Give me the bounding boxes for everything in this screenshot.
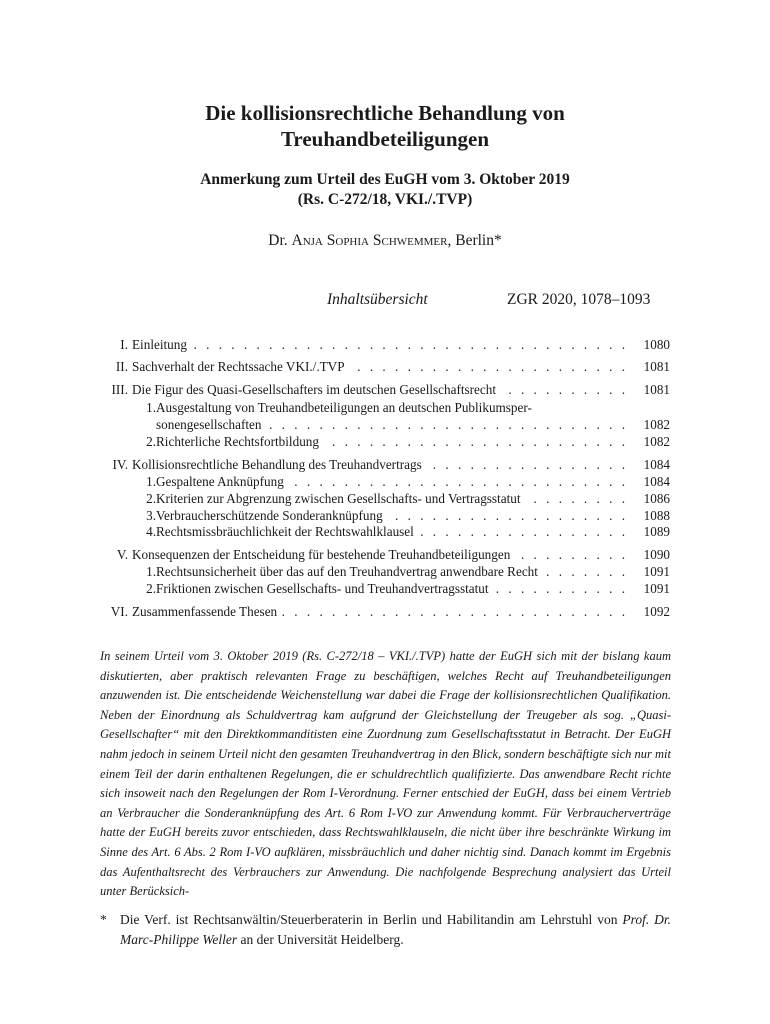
toc-number: 1.: [146, 400, 156, 415]
toc-number: IV.: [112, 457, 128, 472]
toc-entry: [156, 400, 670, 416]
toc-page-number: 1084: [643, 457, 670, 472]
toc-entry: [156, 581, 628, 597]
toc-entry: [132, 337, 628, 353]
toc-page-number: 1081: [643, 359, 670, 374]
toc-number: V.: [116, 547, 128, 562]
toc-entry: [156, 508, 628, 524]
toc-page-number: 1089: [643, 524, 670, 539]
toc-label: Die Figur des Quasi-Gesellschafters im deutschen Gesellschaftsrecht: [132, 382, 500, 397]
toc-entry: [132, 457, 628, 473]
toc-label: Rechtsunsicherheit über das auf den Treuhandvertrag anwendbare Recht: [156, 564, 542, 579]
toc-entry: [132, 382, 628, 398]
toc-label: Verbraucherschützende Sonderanknüpfung: [156, 508, 387, 523]
toc-row: [100, 547, 670, 565]
toc-row: [100, 359, 670, 377]
toc-page-number: 1088: [643, 508, 670, 523]
toc-row: [100, 491, 670, 509]
toc-number: 3.: [146, 508, 156, 523]
toc-label: Friktionen zwischen Gesellschafts- und Treuhandvertragsstatut: [156, 581, 493, 596]
toc-entry: [132, 547, 628, 563]
article-title: [0, 100, 770, 152]
toc-entry: [132, 604, 628, 620]
footnote: [100, 910, 671, 950]
toc-page-number: 1091: [643, 564, 670, 579]
toc-row: [100, 434, 670, 452]
toc-entry: [156, 417, 628, 433]
toc-row: [100, 564, 670, 582]
toc-page-number: 1086: [643, 491, 670, 506]
journal-citation: ZGR 2020, 1078–1093: [507, 291, 651, 308]
subtitle-line-1: Anmerkung zum Urteil des EuGH vom 3. Oktober 2019: [200, 171, 570, 188]
toc-label: Kollisionsrechtliche Behandlung des Treuhandvertrags: [132, 457, 426, 472]
toc-page-number: 1092: [643, 604, 670, 619]
title-line-1: Die kollisionsrechtliche Behandlung von: [205, 101, 565, 125]
toc-row: [100, 474, 670, 492]
toc-page-number: 1080: [643, 337, 670, 352]
toc-page-number: 1084: [643, 474, 670, 489]
toc-row: [100, 604, 670, 622]
toc-label: sonengesellschaften: [156, 417, 265, 432]
toc-label: Ausgestaltung von Treuhandbeteiligungen an deutschen Publikumsper-: [156, 400, 536, 415]
toc-entry: [156, 564, 628, 580]
toc-page-number: 1090: [643, 547, 670, 562]
title-line-2: Treuhandbeteiligungen: [280, 127, 490, 151]
toc-label: Rechtsmissbräuchlichkeit der Rechtswahlklausel: [156, 524, 418, 539]
toc-number: 2.: [146, 491, 156, 506]
toc-label: Konsequenzen der Entscheidung für bestehende Treuhandbeteiligungen: [132, 547, 514, 562]
toc-label: Zusammenfassende Thesen: [132, 604, 281, 619]
toc-label: Gespaltene Anknüpfung: [156, 474, 288, 489]
toc-number: 2.: [146, 581, 156, 596]
toc-entry: [156, 434, 628, 450]
toc-page-number: 1082: [643, 434, 670, 449]
author-prefix: Dr.: [268, 232, 288, 249]
toc-number: 1.: [146, 564, 156, 579]
author-name: Anja Sophia Schwemmer: [291, 232, 448, 249]
article-subtitle: [0, 170, 770, 210]
toc-number: 4.: [146, 524, 156, 539]
toc-row: [100, 457, 670, 475]
abstract-paragraph: In seinem Urteil vom 3. Oktober 2019 (Rs. C-272/18 – VKI./.TVP) hatte der EuGH sich mit der bislang kaum diskutierten, aber praktisch relevanten Frage zu beschäftigen, welches Recht auf Treuhandbeteiligungen anzuwenden ist. Die entscheidende Weichenstellung war dabei die Frage der kollisionsrechtlichen Qualifikation. Neben der Einordnung als Schuldvertrag kam aufgrund der Gleichstellung der Treugeber als sog. „Quasi-Gesellschafter“ mit den Direktkommanditisten eine Zuordnung zum Gesellschaftsstatut in Betracht. Der EuGH nahm jedoch in seinem Urteil nicht den gesamten Treuhandvertrag in den Blick, sondern beschäftigte sich nur mit einem Teil der darin enthaltenen Regelungen, die er schuldrechtlich qualifizierte. Das anwendbare Recht richte sich insoweit nach den Regelungen der Rom I-Verordnung. Ferner entschied der EuGH, dass bei einem Vertrieb an Verbraucher die Sonderanknüpfung des Art. 6 Rom I-VO zur Anwendung kommt. Für Verbraucherverträge hatte der EuGH bereits zuvor entschieden, dass Rechtswahlklauseln, die nicht über ihre beschränkte Wirkung im Sinne des Art. 6 Abs. 2 Rom I-VO aufklären, missbräuchlich und daher nichtig sind. Danach kommt im Ergebnis das Aufenthaltsrecht des Verbrauchers zur Anwendung. Die nachfolgende Besprechung analysiert das Urteil unter Berücksich-: [100, 649, 671, 899]
toc-entry: [156, 474, 628, 490]
toc-entry: [156, 491, 628, 507]
toc-row: [100, 400, 670, 418]
footnote-body: [120, 910, 671, 950]
footnote-text: Die Verf. ist Rechtsanwältin/Steuerberaterin in Berlin und Habilitandin am Lehrstuhl von: [120, 912, 618, 927]
toc-entry: [132, 359, 628, 375]
toc-heading: Inhaltsübersicht: [327, 291, 428, 308]
toc-page-number: 1082: [643, 417, 670, 432]
toc-row: [100, 524, 670, 542]
footnote-mark: *: [100, 912, 107, 927]
toc-row: [100, 382, 670, 400]
toc-entry: [156, 524, 628, 540]
toc-number: I.: [120, 337, 128, 352]
toc-row: [100, 417, 670, 435]
author-line: [0, 232, 770, 250]
toc-number: 2.: [146, 434, 156, 449]
toc-row: [100, 337, 670, 355]
footnote-text-end: an der Universität Heidelberg.: [240, 932, 404, 947]
subtitle-line-2: (Rs. C-272/18, VKI./.TVP): [297, 191, 473, 208]
toc-row: [100, 581, 670, 599]
footnote-professor: Prof. Dr. Marc-Philippe Weller: [120, 912, 672, 947]
toc-number: II.: [115, 359, 128, 374]
toc-label: Einleitung: [132, 337, 191, 352]
toc-label: Richterliche Rechtsfortbildung: [156, 434, 323, 449]
toc-number: 1.: [146, 474, 156, 489]
toc-label: Sachverhalt der Rechtssache VKI./.TVP: [132, 359, 349, 374]
toc-label: Kriterien zur Abgrenzung zwischen Gesellschafts- und Vertragsstatut: [156, 491, 525, 506]
toc-number: VI.: [110, 604, 128, 619]
author-suffix: , Berlin*: [447, 232, 502, 249]
toc-page-number: 1081: [643, 382, 670, 397]
toc-number: III.: [111, 382, 128, 397]
toc-page-number: 1091: [643, 581, 670, 596]
